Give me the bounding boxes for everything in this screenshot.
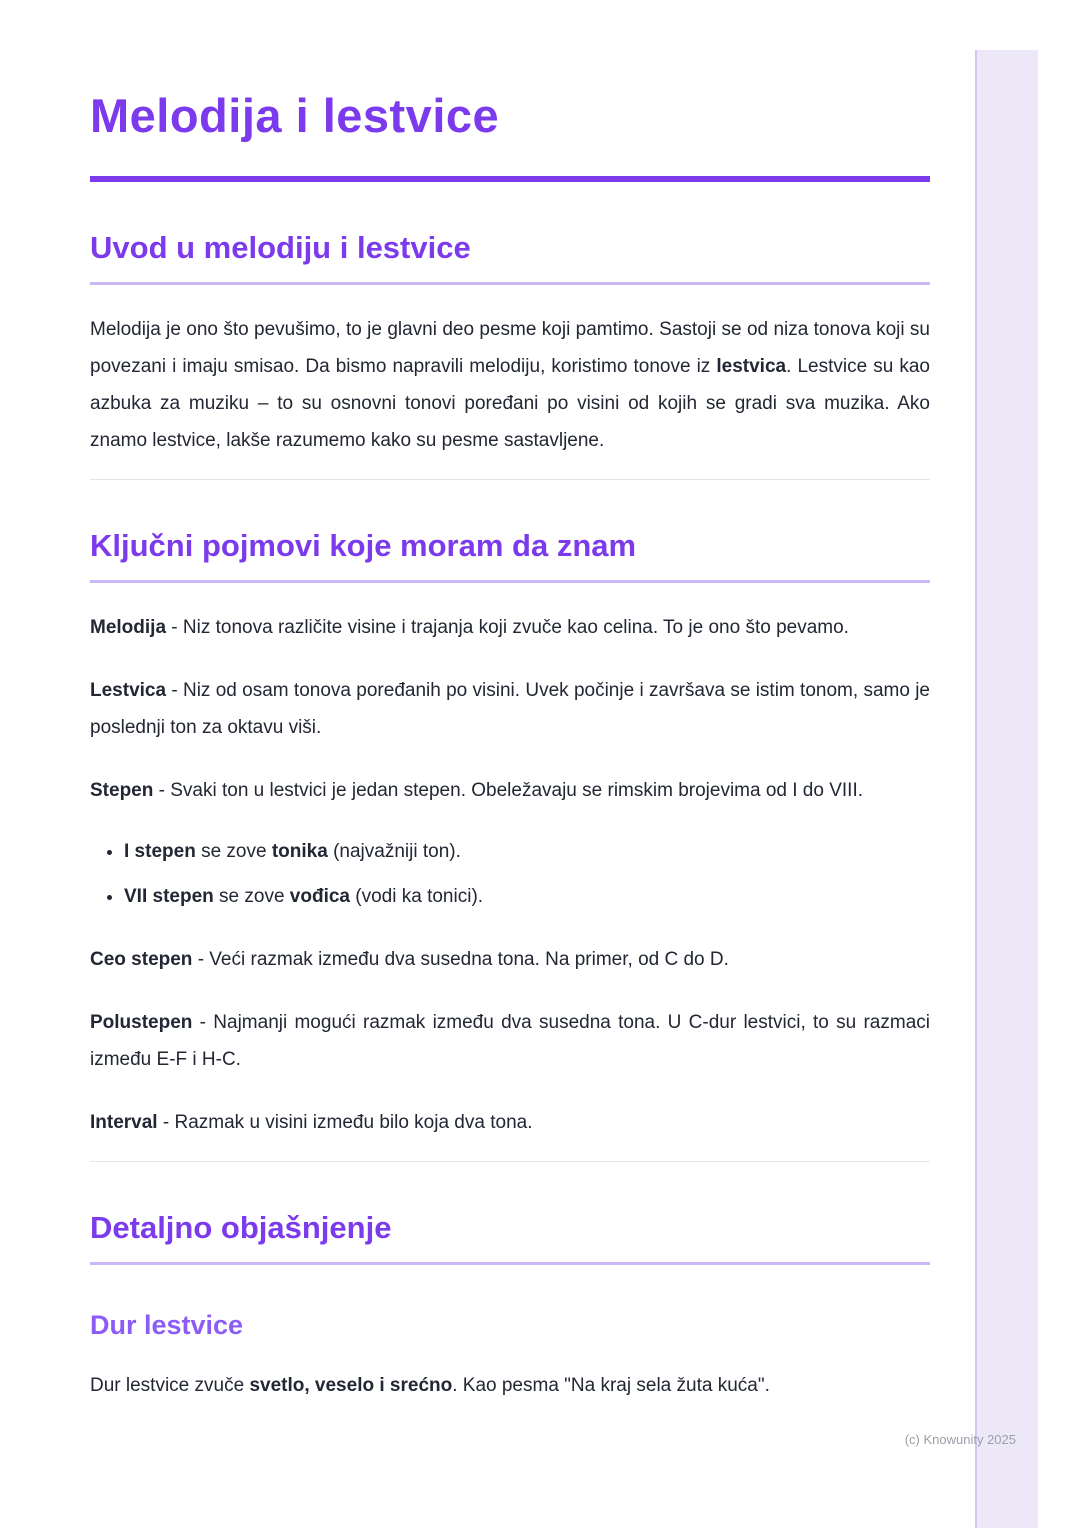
details-paragraph-dur: Dur lestvice zvuče svetlo, veselo i srećno. Kao pesma "Na kraj sela žuta kuća". xyxy=(90,1375,770,1396)
section-divider-1 xyxy=(90,479,930,480)
page-title: Melodija i lestvice xyxy=(90,89,500,142)
term-paragraph-melodija: Melodija - Niz tonova različite visine i trajanja koji zvuče kao celina. To je ono što pevamo. xyxy=(90,617,849,638)
title-divider xyxy=(90,176,930,182)
section-details xyxy=(90,1210,930,1404)
section-heading-details: Detaljno objašnjenje xyxy=(90,1210,930,1265)
section-divider-2 xyxy=(90,1161,930,1162)
section-heading-intro: Uvod u melodiju i lestvice xyxy=(90,230,930,285)
degree-bullet-list xyxy=(90,833,930,915)
term-paragraph-lestvica: Lestvica - Niz od osam tonova poređanih po visini. Uvek počinje i završava se istim tonom, samo je poslednji ton za oktavu viši. xyxy=(90,680,930,738)
term-paragraph-stepen: Stepen - Svaki ton u lestvici je jedan stepen. Obeležavaju se rimskim brojevima od I do VIII. xyxy=(90,780,864,801)
section-heading-key-terms: Ključni pojmovi koje moram da znam xyxy=(90,528,930,583)
subsection-heading-dur-lestvice: Dur lestvice xyxy=(90,1310,244,1340)
term-paragraph-polustepen: Polustepen - Najmanji mogući razmak između dva susedna tona. U C-dur lestvici, to su razmaci između E-F i H-C. xyxy=(90,1012,930,1070)
copyright-credit: (c) Knowunity 2025 xyxy=(904,1432,1016,1447)
section-key-terms xyxy=(90,528,930,1141)
list-item: • I stepen se zove tonika (najvažniji ton). xyxy=(124,833,930,870)
document-content xyxy=(90,0,930,1404)
section-intro xyxy=(90,230,930,459)
list-item: • VII stepen se zove vođica (vodi ka tonici). xyxy=(124,878,930,915)
term-paragraph-interval: Interval - Razmak u visini između bilo koja dva tona. xyxy=(90,1112,533,1133)
page-edge-decoration xyxy=(975,50,1038,1528)
term-paragraph-ceo-stepen: Ceo stepen - Veći razmak između dva susedna tona. Na primer, od C do D. xyxy=(90,949,729,970)
intro-paragraph: Melodija je ono što pevušimo, to je glavni deo pesme koji pamtimo. Sastoji se od niza tonova koji su povezani i imaju smisao. Da bismo napravili melodiju, koristimo tonove iz lestvica. Lestvice su kao azbuka za muziku – to su osnovni tonovi poređani po visini od kojih se gradi sva muzika. Ako znamo lestvice, lakše razumemo kako su pesme sastavljene. xyxy=(90,319,930,451)
